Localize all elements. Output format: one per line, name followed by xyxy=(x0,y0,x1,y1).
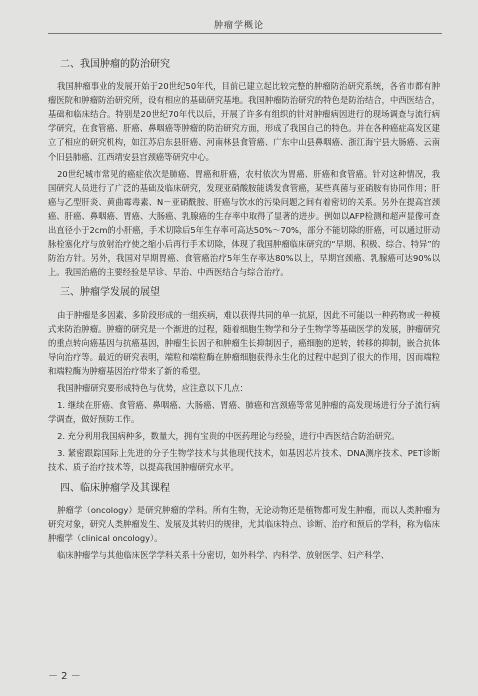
paragraph: 我国肿瘤事业的发展开始于20世纪50年代，目前已建立起比较完整的肿瘤防治研究系统，各省市都有肿瘤医院和肿瘤防治研究所，设有相应的基础研究基地。我国肿瘤防治研究的特色是防治结合，中西医结合，基础和临床结合。特别是20世纪70年代以后，开展了许多有组织的针对肿瘤病因进行的现场调查与流行病学研究，在食管癌、肝癌、鼻咽癌等肿瘤的防治研究方面，形成了我国自己的特色。并在各种癌症高发区建立了相应的研究机构，如江苏启东县肝癌、河南林县食管癌、广东中山县鼻咽癌、浙江海宁县大肠癌、云南个旧县肺癌、江西靖安县宫颈癌等研究中心。 xyxy=(48,81,440,162)
page-number: － 2 － xyxy=(48,671,81,682)
page-body xyxy=(48,58,440,565)
list-item: 2. 充分利用我国病种多，数量大，拥有宝贵的中医药理论与经验，进行中西医结合防治研究。 xyxy=(57,431,400,442)
paragraph: 肿瘤学（oncology）是研究肿瘤的学科。所有生物，无论动物还是植物都可发生肿瘤，而以人类肿瘤为研究对象，研究人类肿瘤发生、发展及其转归的规律，尤其临床特点、诊断、治疗和预后的学科，称为临床肿瘤学（clinical oncology）。 xyxy=(48,504,440,543)
list-item: 3. 紧密跟踪国际上先进的分子生物学技术与其他现代技术，如基因芯片技术、DNA测序技术、PET诊断技术、质子治疗技术等，以提高我国肿瘤研究水平。 xyxy=(48,448,440,473)
section-heading-outlook: 三、肿瘤学发展的展望 xyxy=(60,287,160,299)
header-rule xyxy=(48,33,442,34)
paragraph: 由于肿瘤是多因素、多阶段形成的一组疾病，难以获得共同的单一抗原，因此不可能以一种药物或一种模式来防治肿瘤。肿瘤的研究是一个渐进的过程，随着细胞生物学和分子生物学等基础医学的发展，肿瘤研究的重点转向癌基因与抗癌基因，肿瘤生长因子和肿瘤生长抑制因子，癌细胞的逆转，转移的抑制，嵌合抗体导向治疗等。最近的研究表明，端粒和端粒酶在肿瘤细胞获得永生化的过程中起到了很大的作用，因而端粒和端粒酶为肿瘤基因治疗带来了新的希望。 xyxy=(48,309,440,376)
paragraph: 我国肿瘤研究要形成特色与优势，应注意以下几点： xyxy=(57,382,248,393)
section-heading-clinical-oncology: 四、临床肿瘤学及其课程 xyxy=(60,482,170,494)
section-heading-prevention-research: 二、我国肿瘤的防治研究 xyxy=(60,59,170,70)
paragraph: 临床肿瘤学与其他临床医学学科关系十分密切，如外科学、内科学、放射医学、妇产科学、 xyxy=(57,549,390,560)
paragraph: 20世纪城市常见的癌症依次是肺癌、胃癌和肝癌，农村依次为胃癌、肝癌和食管癌。针对这种情况，我国研究人员进行了广泛的基础及临床研究，发现亚硝酸胺能诱发食管癌，某些真菌与亚硝胺有协同作用；肝癌与乙型肝炎、黄曲霉毒素、N－亚硝酰胺、肝癌与饮水的污染问题之间有着密切的关系。另外在提高宫颈癌、肝癌、鼻咽癌、胃癌、大肠癌、乳腺癌的生存率中取得了显著的进步。例如以AFP检测和超声显像可查出直径小于2cm的小肝癌，手术切除后5年生存率可高达50%～70%，部分不能切除的肝癌，可以通过肝动脉栓塞化疗与放射治疗使之缩小后再行手术切除，体现了我国肿瘤临床研究的“早期、积极、综合、特异”的防治方针。另外，我国对早期胃癌、食管癌治疗5年生存率达80%以上，早期宫颈癌、乳腺癌可达90%以上。我国治癌的主要经验是早诊、早治、中西医结合与综合治疗。 xyxy=(48,168,440,278)
running-header: 肿瘤学概论 xyxy=(213,21,264,31)
list-item: 1. 继续在肝癌、食管癌、鼻咽癌、大肠癌、胃癌、肺癌和宫颈癌等常见肿瘤的高发现场进行分子流行病学调查，做好预防工作。 xyxy=(48,400,440,425)
